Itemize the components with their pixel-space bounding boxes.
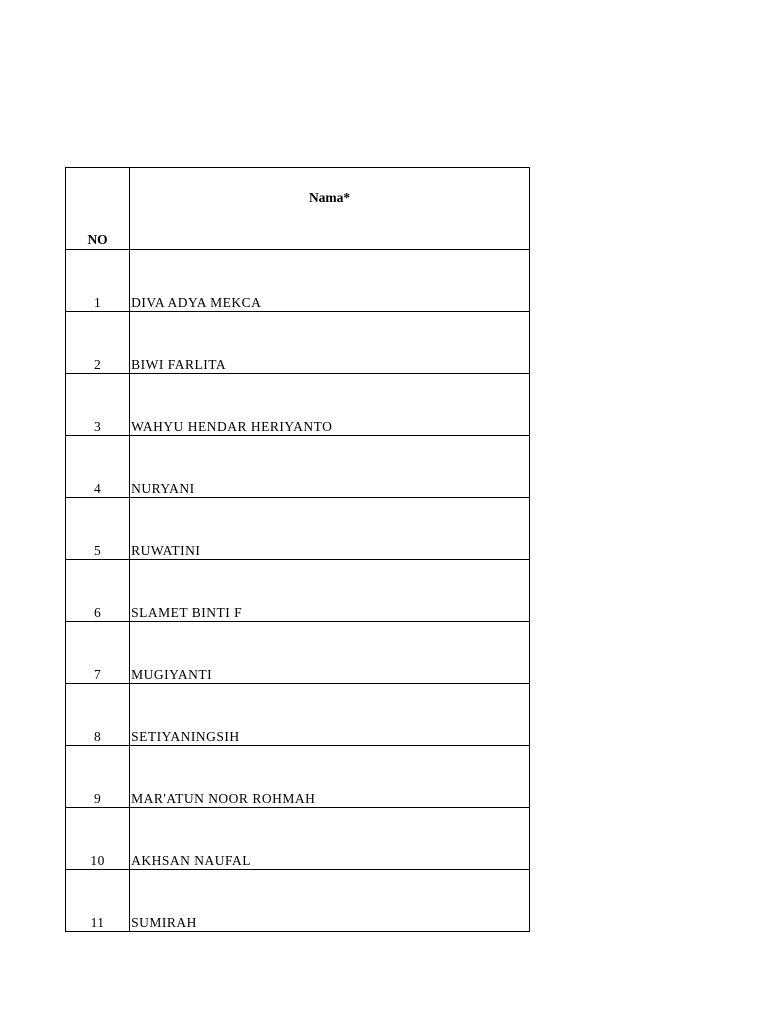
- table-row: [66, 808, 530, 870]
- table-row: [66, 560, 530, 622]
- row-number: 1: [66, 250, 130, 312]
- header-no: NO: [66, 168, 130, 250]
- row-number: 11: [66, 870, 130, 932]
- row-name: DIVA ADYA MEKCA: [130, 250, 530, 312]
- row-name: BIWI FARLITA: [130, 312, 530, 374]
- name-list-table: [65, 167, 530, 932]
- table-row: [66, 250, 530, 312]
- table-row: [66, 312, 530, 374]
- row-name: MAR'ATUN NOOR ROHMAH: [130, 746, 530, 808]
- table-row: [66, 498, 530, 560]
- table-row: [66, 436, 530, 498]
- row-number: 9: [66, 746, 130, 808]
- row-name: RUWATINI: [130, 498, 530, 560]
- row-name: SUMIRAH: [130, 870, 530, 932]
- header-name: Nama*: [130, 168, 530, 250]
- row-number: 2: [66, 312, 130, 374]
- row-number: 7: [66, 622, 130, 684]
- row-number: 8: [66, 684, 130, 746]
- row-name: MUGIYANTI: [130, 622, 530, 684]
- row-name: WAHYU HENDAR HERIYANTO: [130, 374, 530, 436]
- row-number: 10: [66, 808, 130, 870]
- table-row: [66, 622, 530, 684]
- row-number: 5: [66, 498, 130, 560]
- table-body: [66, 250, 530, 932]
- table-row: [66, 684, 530, 746]
- table-header-row: [66, 168, 530, 250]
- row-name: SETIYANINGSIH: [130, 684, 530, 746]
- table-row: [66, 374, 530, 436]
- table-row: [66, 746, 530, 808]
- row-number: 4: [66, 436, 130, 498]
- row-number: 3: [66, 374, 130, 436]
- row-name: AKHSAN NAUFAL: [130, 808, 530, 870]
- row-name: SLAMET BINTI F: [130, 560, 530, 622]
- table-row: [66, 870, 530, 932]
- row-name: NURYANI: [130, 436, 530, 498]
- row-number: 6: [66, 560, 130, 622]
- document-page: [65, 167, 530, 932]
